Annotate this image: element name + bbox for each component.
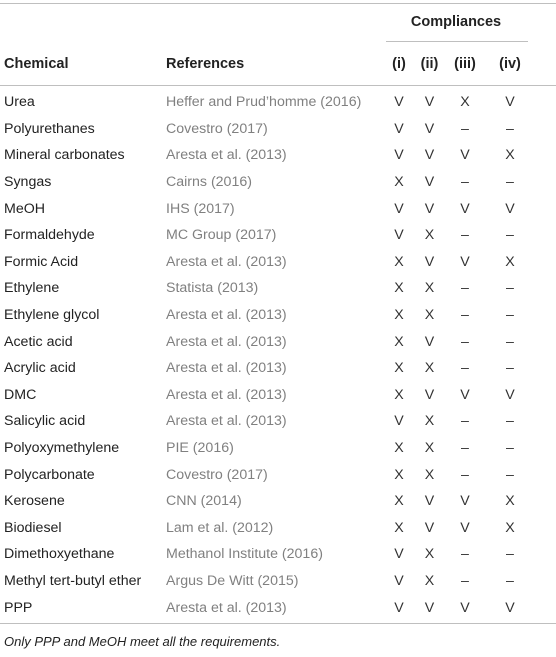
cell-chemical: Formaldehyde xyxy=(4,227,95,244)
cell-iii: V xyxy=(460,599,470,616)
cell-iii: – xyxy=(461,307,469,324)
table-row xyxy=(0,515,556,542)
table-row xyxy=(0,488,556,515)
cell-iii: – xyxy=(461,546,469,563)
cell-iv: V xyxy=(505,200,515,217)
cell-reference: Aresta et al. (2013) xyxy=(166,386,287,403)
cell-iii: V xyxy=(460,200,470,217)
cell-ii: X xyxy=(424,440,435,457)
cell-reference: Covestro (2017) xyxy=(166,120,268,137)
cell-iii: V xyxy=(460,493,470,510)
cell-ii: V xyxy=(424,253,435,270)
cell-i: V xyxy=(394,599,404,616)
header-i: (i) xyxy=(392,55,406,72)
cell-chemical: Polyurethanes xyxy=(4,120,95,137)
cell-iii: V xyxy=(460,253,470,270)
table-row xyxy=(0,568,556,595)
table-row xyxy=(0,541,556,568)
cell-chemical: PPP xyxy=(4,599,33,616)
cell-i: X xyxy=(394,386,404,403)
cell-chemical: Kerosene xyxy=(4,493,65,510)
cell-reference: Statista (2013) xyxy=(166,280,259,297)
table-row xyxy=(0,169,556,196)
cell-iii: – xyxy=(461,174,469,191)
cell-iv: – xyxy=(506,227,514,244)
cell-iii: – xyxy=(461,333,469,350)
table-row xyxy=(0,195,556,222)
cell-reference: PIE (2016) xyxy=(166,440,234,457)
cell-iv: – xyxy=(506,440,514,457)
cell-reference: Covestro (2017) xyxy=(166,466,268,483)
cell-i: X xyxy=(394,253,404,270)
cell-ii: V xyxy=(424,386,435,403)
cell-chemical: DMC xyxy=(4,386,37,403)
cell-i: V xyxy=(394,120,404,137)
cell-chemical: Methyl tert-butyl ether xyxy=(4,572,142,589)
cell-iii: – xyxy=(461,280,469,297)
cell-chemical: Biodiesel xyxy=(4,519,62,536)
cell-reference: Aresta et al. (2013) xyxy=(166,599,287,616)
table-row xyxy=(0,435,556,462)
cell-i: X xyxy=(394,307,404,324)
cell-chemical: Mineral carbonates xyxy=(4,147,125,164)
column-header-row xyxy=(0,42,556,85)
cell-ii: V xyxy=(424,200,435,217)
cell-iv: V xyxy=(505,599,515,616)
cell-chemical: Acrylic acid xyxy=(4,360,76,377)
cell-reference: Lam et al. (2012) xyxy=(166,519,274,536)
cell-ii: X xyxy=(424,227,435,244)
cell-reference: Aresta et al. (2013) xyxy=(166,253,287,270)
cell-iv: – xyxy=(506,280,514,297)
cell-i: V xyxy=(394,94,404,111)
cell-i: X xyxy=(394,333,404,350)
table-row xyxy=(0,302,556,329)
cell-i: X xyxy=(394,493,404,510)
cell-ii: V xyxy=(424,493,435,510)
cell-reference: Cairns (2016) xyxy=(166,174,252,191)
cell-chemical: Salicylic acid xyxy=(4,413,86,430)
cell-iii: – xyxy=(461,413,469,430)
cell-i: X xyxy=(394,280,404,297)
cell-iv: X xyxy=(505,253,515,270)
cell-iv: V xyxy=(505,386,515,403)
cell-ii: V xyxy=(424,519,435,536)
table-row xyxy=(0,116,556,143)
cell-reference: Heffer and Prud’homme (2016) xyxy=(166,94,362,111)
cell-ii: V xyxy=(424,147,435,164)
cell-iii: – xyxy=(461,466,469,483)
cell-ii: X xyxy=(424,572,435,589)
table-footnote: Only PPP and MeOH meet all the requirements. xyxy=(4,633,281,649)
cell-chemical: Urea xyxy=(4,94,35,111)
cell-chemical: Polyoxymethylene xyxy=(4,440,120,457)
table-row xyxy=(0,249,556,276)
cell-i: V xyxy=(394,572,404,589)
compliances-group-underline xyxy=(386,41,528,42)
cell-chemical: Acetic acid xyxy=(4,333,73,350)
compliances-group-header: Compliances xyxy=(410,14,502,30)
header-iv: (iv) xyxy=(499,55,521,72)
cell-iv: – xyxy=(506,174,514,191)
cell-i: V xyxy=(394,200,404,217)
cell-ii: X xyxy=(424,280,435,297)
table-row xyxy=(0,382,556,409)
cell-reference: IHS (2017) xyxy=(166,200,235,217)
compliance-table xyxy=(0,3,556,649)
cell-i: X xyxy=(394,174,404,191)
cell-chemical: Dimethoxyethane xyxy=(4,546,115,563)
cell-iii: V xyxy=(460,147,470,164)
cell-reference: Aresta et al. (2013) xyxy=(166,360,287,377)
cell-iii: – xyxy=(461,440,469,457)
cell-ii: X xyxy=(424,466,435,483)
cell-i: V xyxy=(394,227,404,244)
bottom-rule xyxy=(0,623,556,624)
cell-ii: X xyxy=(424,307,435,324)
cell-ii: V xyxy=(424,94,435,111)
cell-iv: – xyxy=(506,413,514,430)
cell-ii: X xyxy=(424,360,435,377)
cell-iv: X xyxy=(505,519,515,536)
cell-iv: – xyxy=(506,572,514,589)
cell-iv: – xyxy=(506,120,514,137)
cell-reference: CNN (2014) xyxy=(166,493,242,510)
header-chemical: Chemical xyxy=(4,55,69,72)
cell-reference: Aresta et al. (2013) xyxy=(166,307,287,324)
header-references: References xyxy=(166,55,245,72)
cell-ii: V xyxy=(424,333,435,350)
cell-iv: – xyxy=(506,466,514,483)
cell-ii: V xyxy=(424,120,435,137)
cell-iv: – xyxy=(506,360,514,377)
cell-chemical: Polycarbonate xyxy=(4,466,95,483)
cell-iii: V xyxy=(460,386,470,403)
cell-ii: V xyxy=(424,599,435,616)
table-body xyxy=(0,86,556,623)
cell-reference: Methanol Institute (2016) xyxy=(166,546,323,563)
table-row xyxy=(0,275,556,302)
cell-chemical: Ethylene xyxy=(4,280,60,297)
table-row xyxy=(0,142,556,169)
cell-chemical: Formic Acid xyxy=(4,253,79,270)
table-row xyxy=(0,89,556,116)
table-row xyxy=(0,328,556,355)
cell-ii: X xyxy=(424,546,435,563)
cell-iv: – xyxy=(506,546,514,563)
cell-iii: – xyxy=(461,227,469,244)
cell-i: X xyxy=(394,466,404,483)
cell-i: X xyxy=(394,360,404,377)
table-row xyxy=(0,222,556,249)
cell-reference: MC Group (2017) xyxy=(166,227,277,244)
cell-iv: X xyxy=(505,493,515,510)
cell-iii: – xyxy=(461,360,469,377)
cell-iv: X xyxy=(505,147,515,164)
cell-i: X xyxy=(394,440,404,457)
cell-iii: X xyxy=(460,94,470,111)
table-row xyxy=(0,355,556,382)
cell-i: V xyxy=(394,546,404,563)
cell-iii: – xyxy=(461,572,469,589)
group-header-row xyxy=(0,4,556,42)
cell-chemical: MeOH xyxy=(4,200,45,217)
cell-iv: V xyxy=(505,94,515,111)
cell-ii: V xyxy=(424,174,435,191)
cell-reference: Aresta et al. (2013) xyxy=(166,147,287,164)
cell-chemical: Syngas xyxy=(4,174,52,191)
cell-iii: V xyxy=(460,519,470,536)
cell-iv: – xyxy=(506,333,514,350)
cell-iii: – xyxy=(461,120,469,137)
cell-ii: X xyxy=(424,413,435,430)
cell-chemical: Ethylene glycol xyxy=(4,307,100,324)
cell-reference: Aresta et al. (2013) xyxy=(166,413,287,430)
header-ii: (ii) xyxy=(420,55,439,72)
header-iii: (iii) xyxy=(454,55,476,72)
table-row xyxy=(0,408,556,435)
cell-i: V xyxy=(394,147,404,164)
cell-i: V xyxy=(394,413,404,430)
cell-i: X xyxy=(394,519,404,536)
table-row xyxy=(0,594,556,621)
table-row xyxy=(0,461,556,488)
cell-reference: Argus De Witt (2015) xyxy=(166,572,299,589)
cell-reference: Aresta et al. (2013) xyxy=(166,333,287,350)
cell-iv: – xyxy=(506,307,514,324)
